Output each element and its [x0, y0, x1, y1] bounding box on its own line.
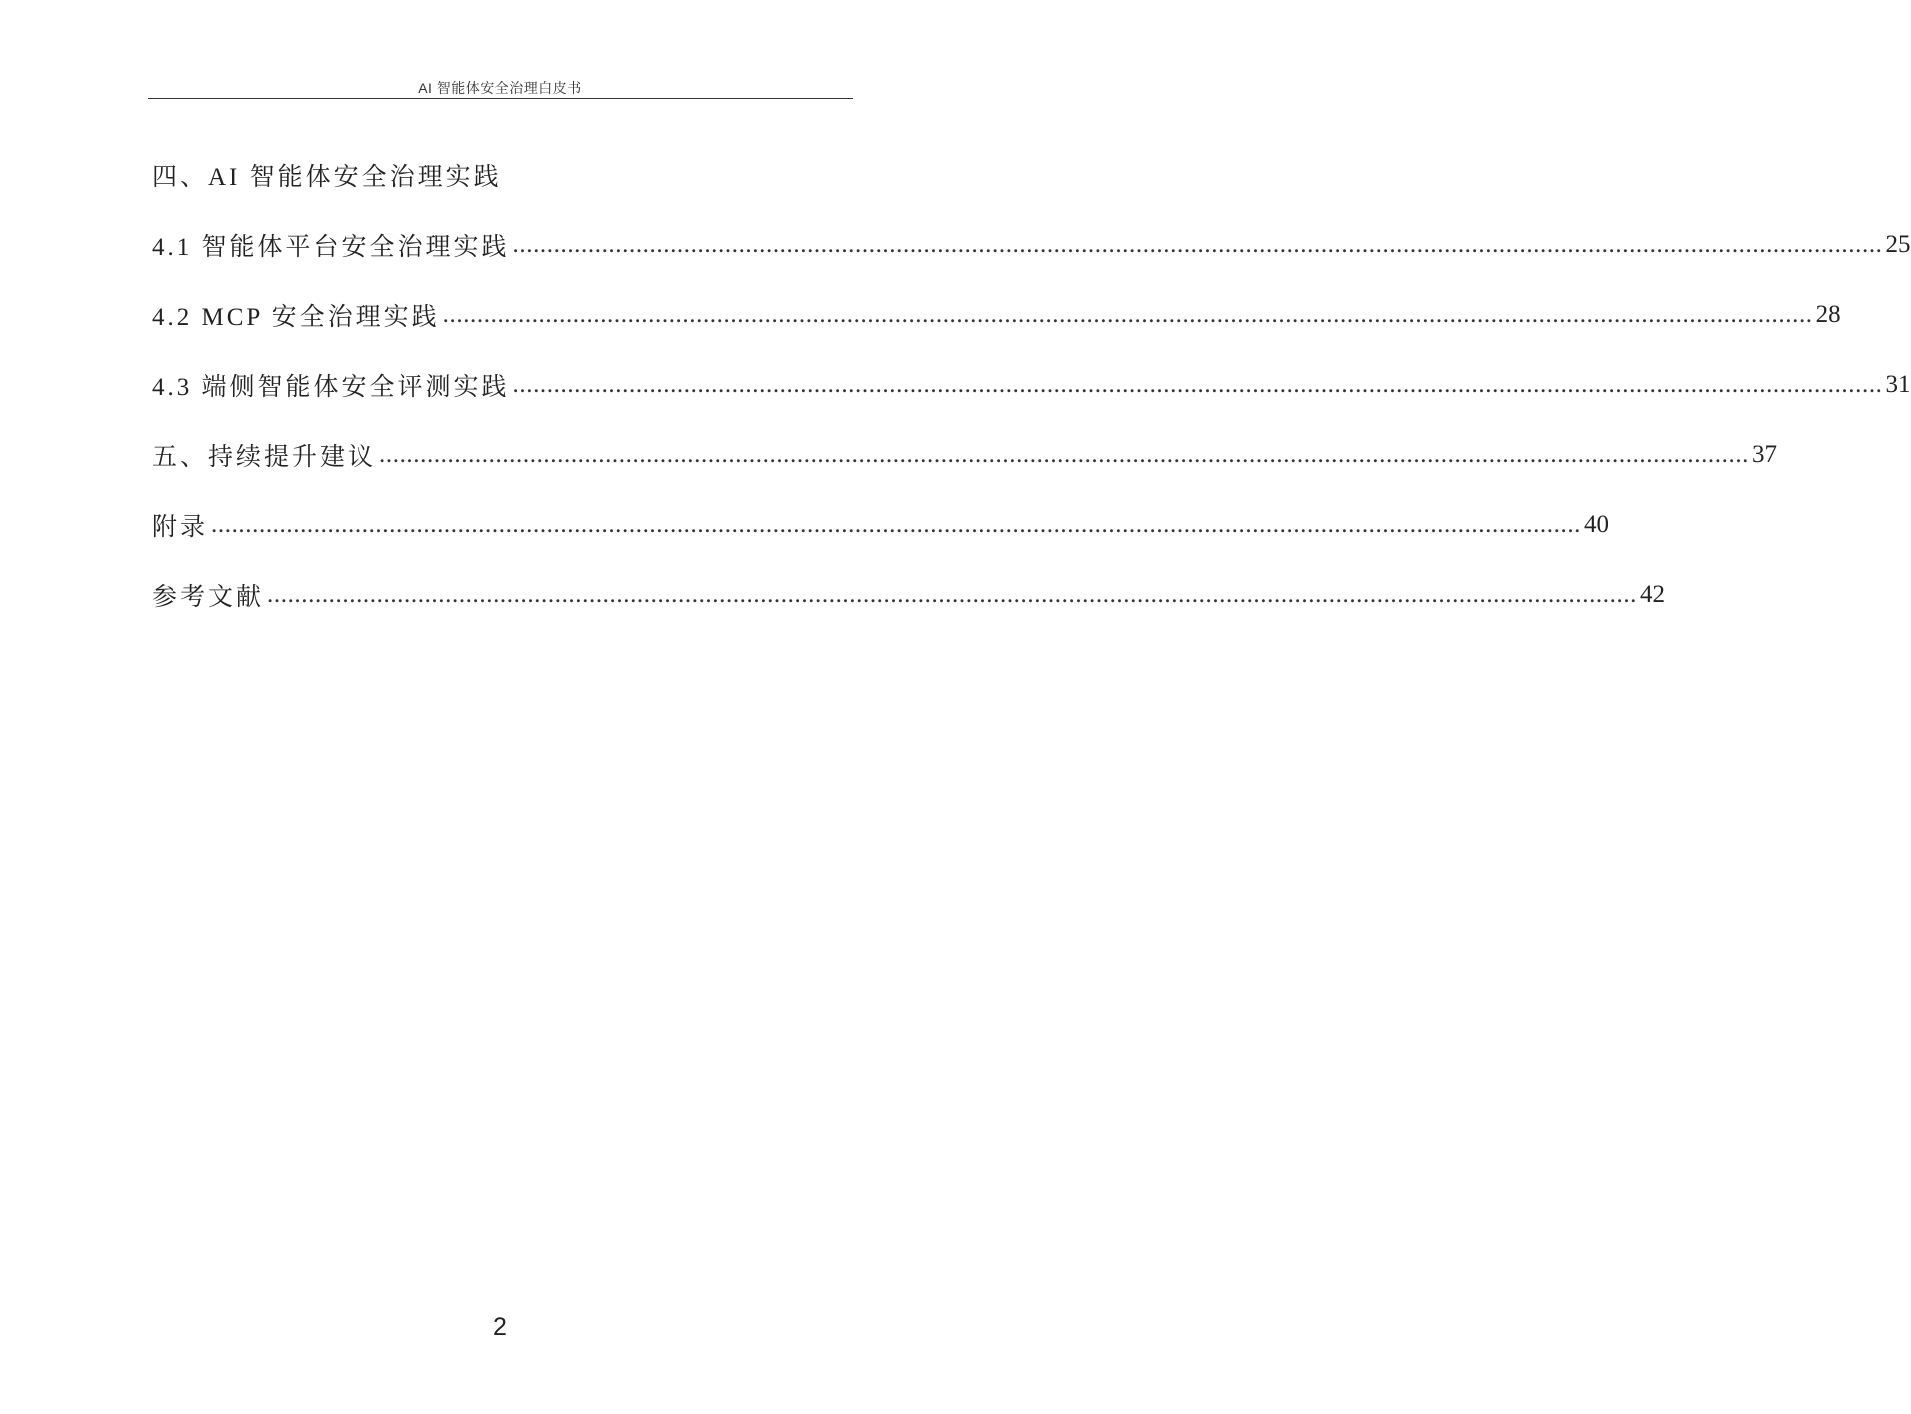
toc-entry[interactable] — [152, 280, 1841, 350]
toc-entry-label: 4.1 智能体平台安全治理实践 — [152, 234, 510, 261]
toc-entry-page: 31 — [1885, 371, 1911, 398]
table-of-contents — [152, 140, 1911, 630]
toc-leader-dots: ........................................................................................................................................................................................................ — [267, 581, 1638, 608]
toc-entry[interactable] — [152, 490, 1610, 560]
toc-entry-label: 4.3 端侧智能体安全评测实践 — [152, 374, 510, 401]
toc-section-heading-text: 四、AI 智能体安全治理实践 — [152, 164, 502, 191]
page-number: 2 — [493, 1313, 507, 1341]
toc-leader-dots: ........................................................................................................................................................................................................ — [512, 231, 1883, 258]
toc-entry-page: 28 — [1815, 301, 1841, 328]
toc-entry-label: 参考文献 — [152, 584, 265, 611]
toc-entry[interactable] — [152, 210, 1911, 280]
toc-entry[interactable] — [152, 420, 1778, 490]
toc-entry[interactable] — [152, 350, 1911, 420]
toc-entry-label: 附录 — [152, 514, 209, 541]
toc-leader-dots: ........................................................................................................................................................................................................ — [512, 371, 1883, 398]
toc-entry-label: 五、持续提升建议 — [152, 444, 377, 471]
toc-entry-label: 4.2 MCP 安全治理实践 — [152, 304, 440, 331]
toc-leader-dots: ........................................................................................................................................................................................................ — [379, 441, 1750, 468]
toc-leader-dots: ........................................................................................................................................................................................................ — [442, 301, 1813, 328]
toc-entry-page: 40 — [1584, 511, 1610, 538]
header-divider — [148, 98, 853, 99]
toc-section-heading — [152, 140, 826, 210]
toc-entry-page: 25 — [1885, 231, 1911, 258]
toc-leader-dots: ........................................................................................................................................................................................................ — [211, 511, 1582, 538]
toc-entry-page: 37 — [1752, 441, 1778, 468]
running-header-title: AI 智能体安全治理白皮书 — [418, 80, 582, 96]
toc-entry[interactable] — [152, 560, 1666, 630]
toc-entry-page: 42 — [1640, 581, 1666, 608]
